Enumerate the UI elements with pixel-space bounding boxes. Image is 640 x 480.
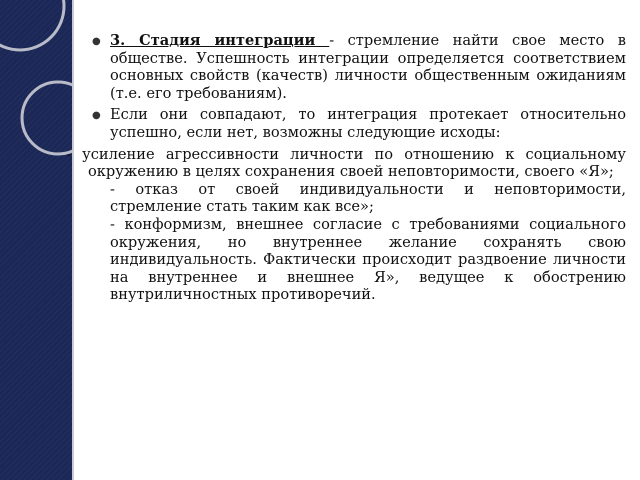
bullet-outcomes-intro [88, 106, 626, 141]
slide-content [66, 32, 626, 304]
bullet-dot-icon: ● [92, 36, 101, 47]
outcome-conformism: - конформизм, внешнее согласие с требованиями социального окружения, но внутреннее желание сохранять свою индивидуальность. Фактически происходит раздвоение личности на внутреннее и внешнее Я», ведущее к обострению внутриличностных противоречий. [110, 215, 626, 304]
sidebar-divider [72, 0, 74, 480]
bullet-integration-stage [88, 32, 626, 102]
outcome-conformity-loss: - отказ от своей индивидуальности и неповторимости, стремление стать таким как все»; [110, 180, 626, 216]
integration-stage-text: - стремление найти свое место в обществе. Успешность интеграции определяется соответствием основных свойств (качеств) личности общественным ожиданиям (т.е. его требованиям). [110, 32, 626, 102]
decorative-rings [0, 0, 72, 480]
slide-sidebar [0, 0, 72, 480]
outcome-aggression: - усиление агрессивности личности по отношению к социальному окружению в целях сохранения своей неповторимости, своего «Я»; [66, 145, 626, 181]
outcomes-intro-text: Если они совпадают, то интеграция протекает относительно успешно, если нет, возможны следующие исходы: [110, 106, 626, 141]
bullet-dot-icon: ● [92, 110, 101, 122]
integration-stage-heading: 3. Стадия интеграции [110, 32, 330, 49]
